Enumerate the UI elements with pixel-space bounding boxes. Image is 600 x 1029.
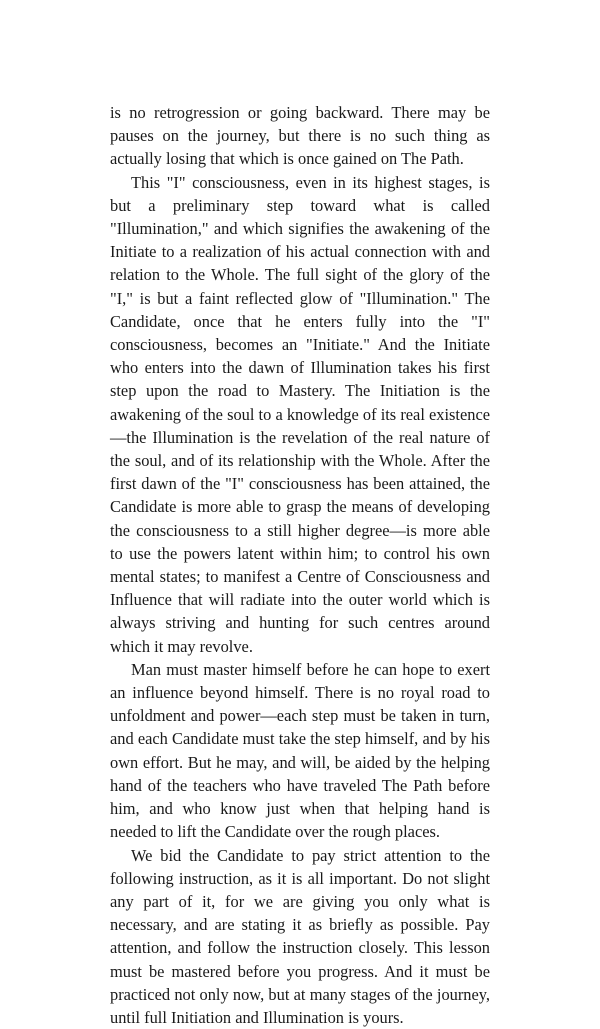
paragraph-illumination: This "I" consciousness, even in its highest stages, is but a preliminary step toward what is called "Illumination," and which signifies the awakening of the Initiate to a realization of his actual connection with and relation to the Whole. The full sight of the glory of the "I," is but a faint reflected glow of "Illumination." The Candidate, once that he enters fully into the "I" consciousness, becomes an "Initiate." And the Initiate who enters into the dawn of Illumination takes his first step upon the road to Mastery. The Initiation is the awakening of the soul to a knowledge of its real existence—the Illumination is the revelation of the real nature of the soul, and of its relationship with the Whole. After the first dawn of the "I" consciousness has been attained, the Candidate is more able to grasp the means of developing the consciousness to a still higher degree—is more able to use the powers latent within him; to control his own mental states; to manifest a Centre of Consciousness and Influence that will radiate into the outer world which is always striving and hunting for such centres around which it may revolve. — [110, 171, 490, 658]
page-body — [110, 101, 490, 1029]
paragraph-instruction: We bid the Candidate to pay strict attention to the following instruction, as it is all important. Do not slight any part of it, for we are giving you only what is necessary, and are stating it as briefly as possible. Pay attention, and follow the instruction closely. This lesson must be mastered before you progress. And it must be practiced not only now, but at many stages of the journey, until full Initiation and Illumination is yours. — [110, 844, 490, 1029]
paragraph-continuation: is no retrogression or going backward. There may be pauses on the journey, but there is no such thing as actually losing that which is once gained on The Path. — [110, 101, 490, 171]
paragraph-self-mastery: Man must master himself before he can hope to exert an influence beyond himself. There is no royal road to unfoldment and power—each step must be taken in turn, and each Candidate must take the step himself, and by his own effort. But he may, and will, be aided by the helping hand of the teachers who have traveled The Path before him, and who know just when that helping hand is needed to lift the Candidate over the rough places. — [110, 658, 490, 844]
